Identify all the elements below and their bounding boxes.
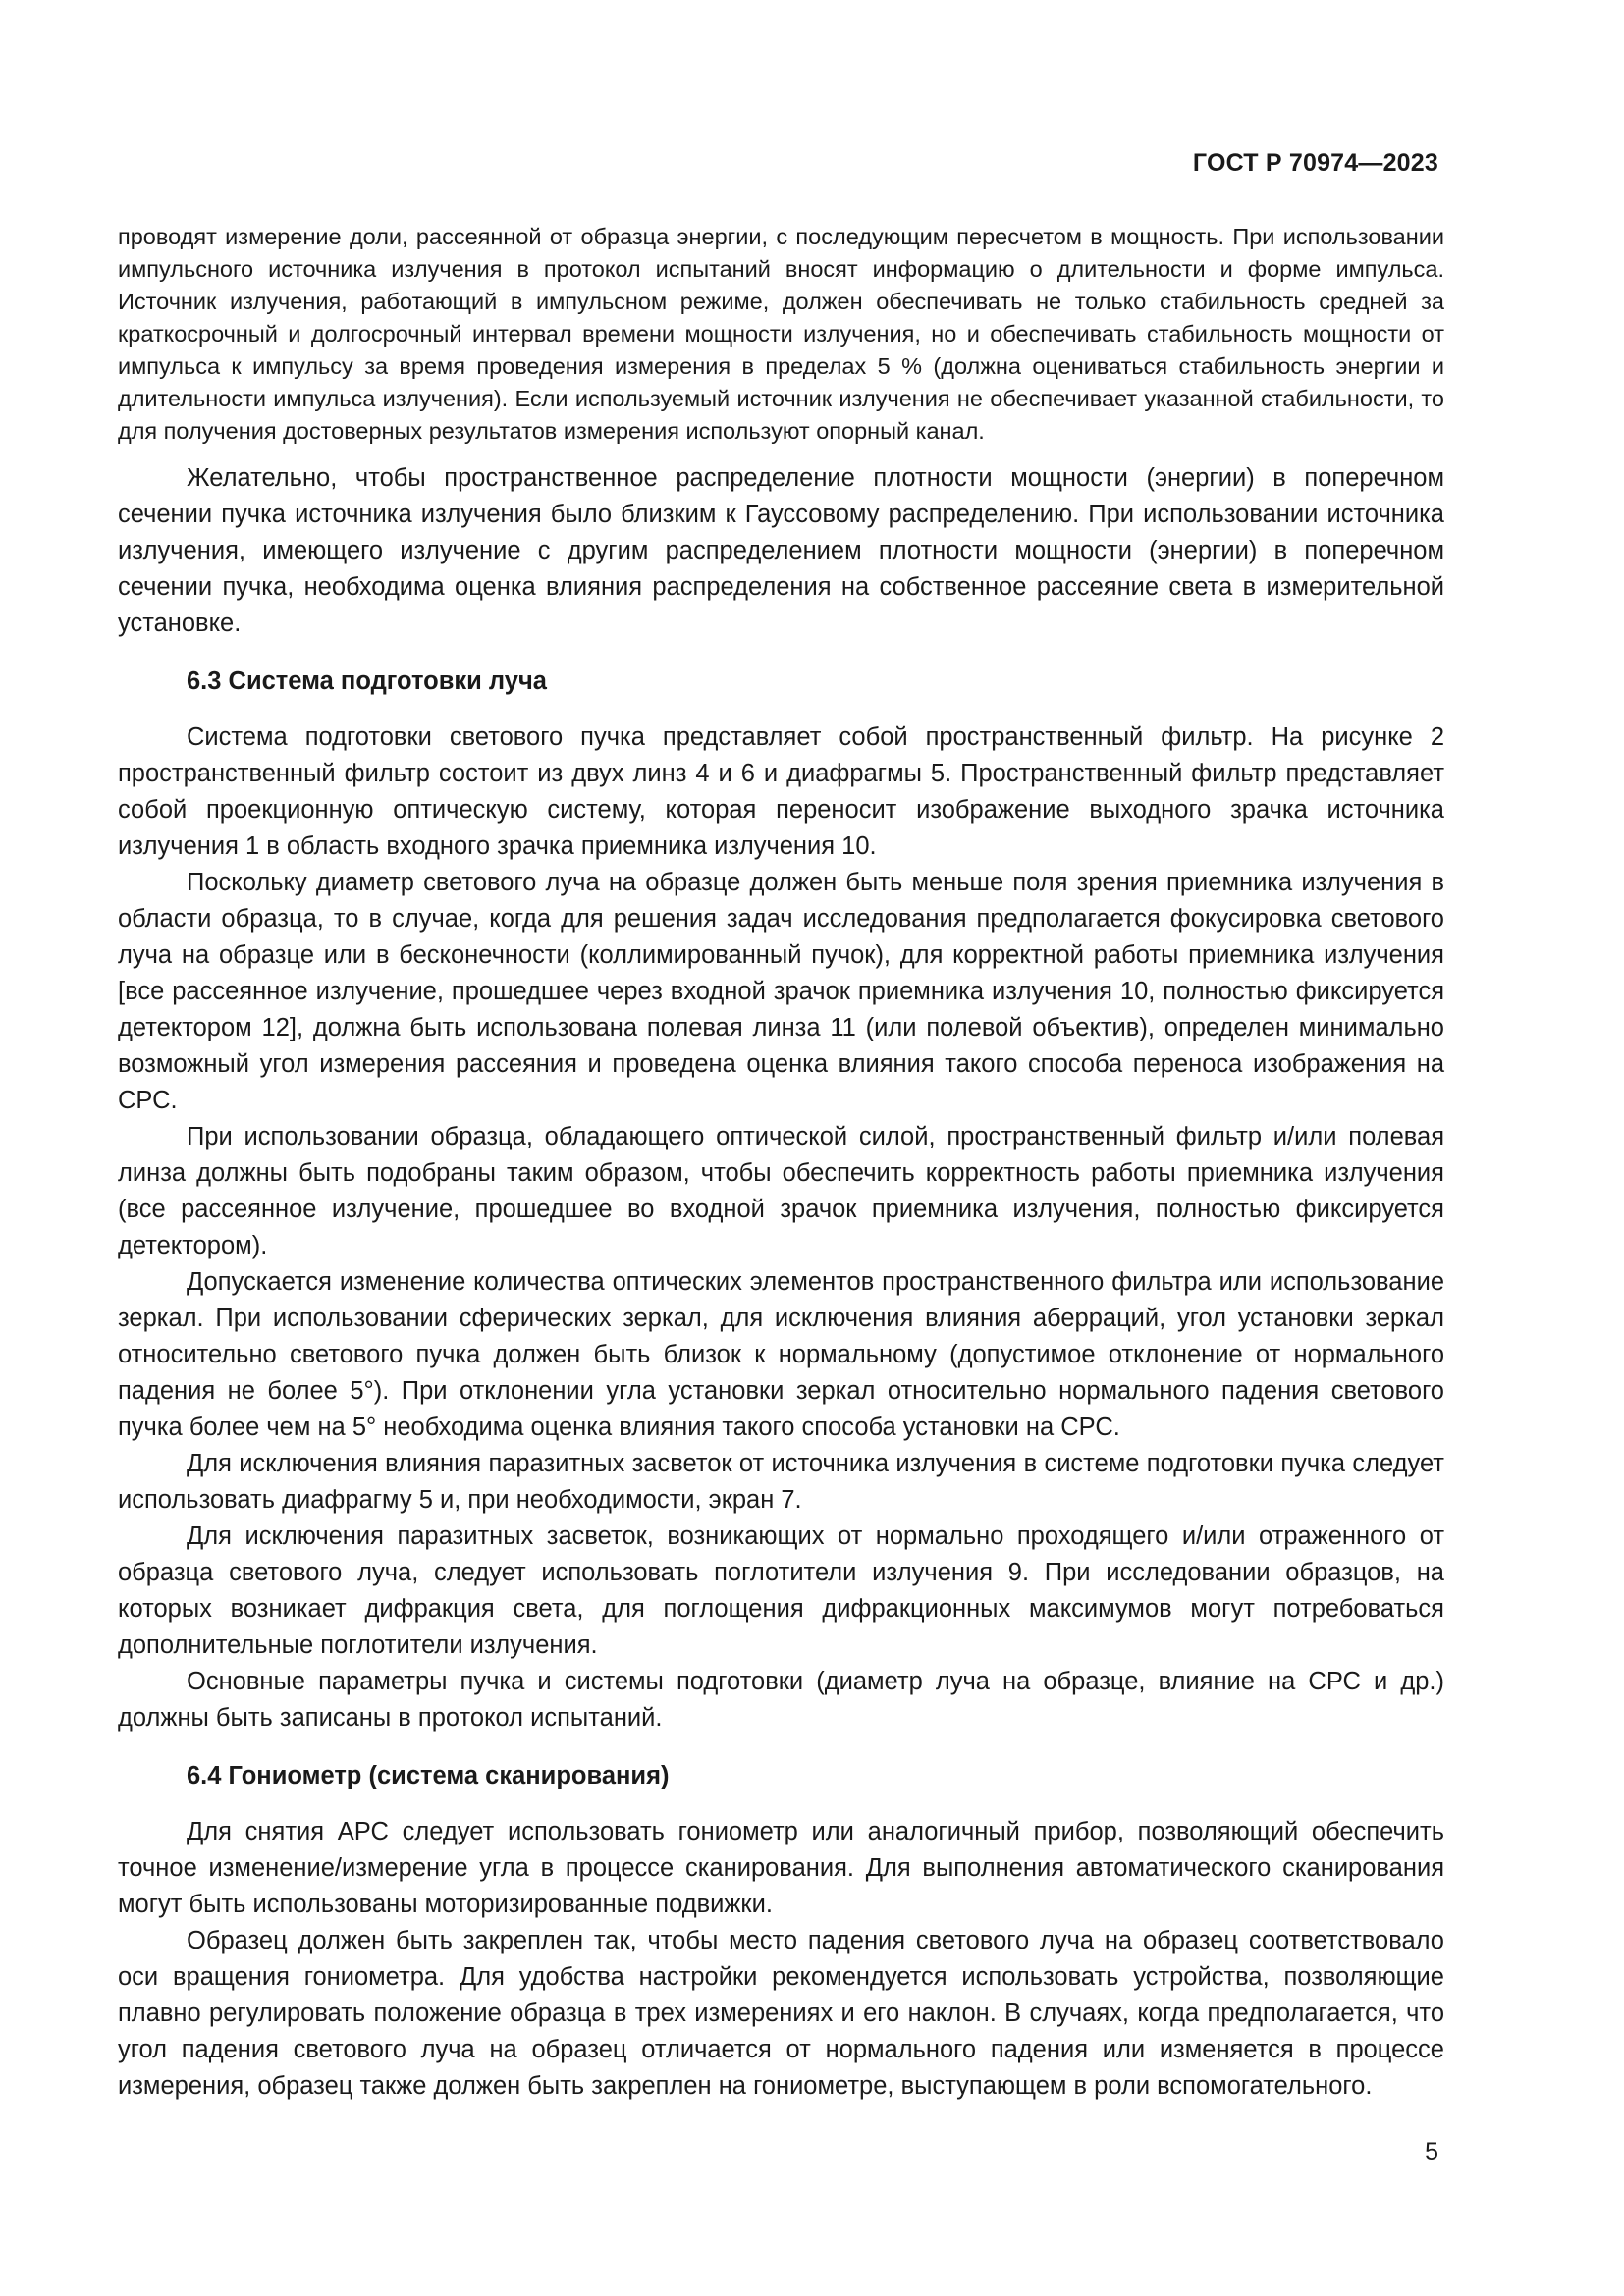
body-paragraph: проводят измерение доли, рассеянной от образца энергии, с последующим пересчетом в мощность. При использовании импульсного источника излучения в протокол испытаний вносят информацию о длительности и форме импульса. Источник излучения, работающий в импульсном режиме, должен обеспечивать не только стабильность средней за краткосрочный и долгосрочный интервал времени мощности излучения, но и обеспечивать стабильность мощности от импульса к импульсу за время проведения измерения в пределах 5 % (должна оцениваться стабильность энергии и длительности импульса излучения). Если используемый источник излучения не обеспечивает указанной стабильности, то для получения достоверных результатов измерения используют опорный канал. (118, 224, 1444, 444)
section-heading: 6.3 Система подготовки луча (187, 667, 547, 695)
body-paragraph: Основные параметры пучка и системы подготовки (диаметр луча на образце, влияние на СРС и др.) должны быть записаны в протокол испытаний. (118, 1668, 1444, 1732)
body-paragraph: Система подготовки светового пучка представляет собой пространственный фильтр. На рисунке 2 пространственный фильтр состоит из двух линз 4 и 6 и диафрагмы 5. Пространственный фильтр представляет собой проекционную оптическую систему, которая переносит изображение выходного зрачка источника излучения 1 в область входного зрачка приемника излучения 10. (118, 723, 1444, 860)
document-code-header: ГОСТ Р 70974—2023 (1192, 149, 1438, 177)
body-paragraph: Для исключения влияния паразитных засветок от источника излучения в системе подготовки пучка следует использовать диафрагму 5 и, при необходимости, экран 7. (118, 1450, 1444, 1514)
section-heading: 6.4 Гониометр (система сканирования) (187, 1762, 670, 1789)
body-paragraph: Для исключения паразитных засветок, возникающих от нормально проходящего и/или отраженного от образца светового луча, следует использовать поглотители излучения 9. При исследовании образцов, на которых возникает дифракция света, для поглощения дифракционных максимумов могут потребоваться дополнительные поглотители излучения. (118, 1522, 1444, 1659)
body-paragraph: Поскольку диаметр светового луча на образце должен быть меньше поля зрения приемника излучения в области образца, то в случае, когда для решения задач исследования предполагается фокусировка светового луча на образце или в бесконечности (коллимированный пучок), для корректной работы приемника излучения [все рассеянное излучение, прошедшее через входной зрачок приемника излучения 10, полностью фиксируется детектором 12], должна быть использована полевая линза 11 (или полевой объектив), определен минимально возможный угол измерения рассеяния и проведена оценка влияния такого способа переноса изображения на СРС. (118, 869, 1444, 1114)
body-paragraph: Для снятия АРС следует использовать гониометр или аналогичный прибор, позволяющий обеспечить точное изменение/измерение угла в процессе сканирования. Для выполнения автоматического сканирования могут быть использованы моторизированные подвижки. (118, 1818, 1444, 1918)
body-paragraph: Образец должен быть закреплен так, чтобы место падения светового луча на образец соответствовало оси вращения гониометра. Для удобства настройки рекомендуется использовать устройства, позволяющие плавно регулировать положение образца в трех измерениях и его наклон. В случаях, когда предполагается, что угол падения светового луча на образец отличается от нормального падения или изменяется в процессе измерения, образец также должен быть закреплен на гониометре, выступающем в роли вспомогательного. (118, 1927, 1444, 2100)
body-paragraph: При использовании образца, обладающего оптической силой, пространственный фильтр и/или полевая линза должны быть подобраны таким образом, чтобы обеспечить корректность работы приемника излучения (все рассеянное излучение, прошедшее во входной зрачок приемника излучения, полностью фиксируется детектором). (118, 1123, 1444, 1259)
body-paragraph: Желательно, чтобы пространственное распределение плотности мощности (энергии) в поперечном сечении пучка источника излучения было близким к Гауссовому распределению. При использовании источника излучения, имеющего излучение с другим распределением плотности мощности (энергии) в поперечном сечении пучка, необходима оценка влияния распределения на собственное рассеяние света в измерительной установке. (118, 464, 1444, 637)
page-number: 5 (1425, 2138, 1438, 2165)
document-body (118, 221, 1444, 2105)
body-paragraph: Допускается изменение количества оптических элементов пространственного фильтра или использование зеркал. При использовании сферических зеркал, для исключения влияния аберраций, угол установки зеркал относительно светового пучка должен быть близок к нормальному (допустимое отклонение от нормального падения не более 5°). При отклонении угла установки зеркал относительно нормального падения светового пучка более чем на 5° необходима оценка влияния такого способа установки на СРС. (118, 1268, 1444, 1441)
